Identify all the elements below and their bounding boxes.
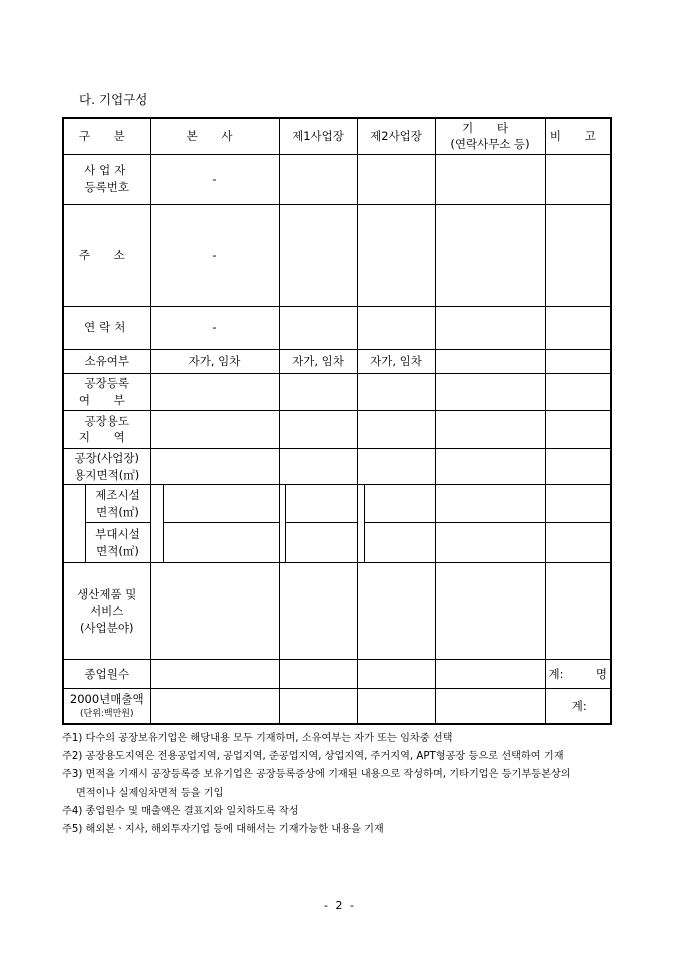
cell-address-hq[interactable]: -	[150, 204, 279, 306]
cell-address-other[interactable]	[435, 204, 545, 306]
label-address: 주 소	[63, 204, 150, 306]
label-sales: 2000년매출액 (단위:백만원)	[63, 689, 150, 724]
label-mfg-area: 제조시설 면적(㎡)	[85, 485, 150, 523]
row-mfg-area	[63, 485, 611, 523]
cell-employees-site2[interactable]	[357, 660, 435, 689]
cell-aux-area-hq[interactable]	[163, 523, 279, 563]
row-products	[63, 563, 611, 660]
cell-address-site2[interactable]	[357, 204, 435, 306]
label-employees: 종업원수	[63, 660, 150, 689]
cell-address-remarks[interactable]	[545, 204, 611, 306]
cell-site-area-site2[interactable]	[357, 448, 435, 484]
cell-biz-reg-hq[interactable]: -	[150, 154, 279, 204]
cell-contact-other[interactable]	[435, 306, 545, 349]
label-products: 생산제품 및 서비스 (사업분야)	[63, 563, 150, 660]
cell-mfg-area-remarks[interactable]	[545, 485, 611, 523]
cell-aux-area-site2[interactable]	[364, 523, 435, 563]
header-category: 구 분	[63, 118, 150, 154]
cell-site-area-other[interactable]	[435, 448, 545, 484]
cell-products-site1[interactable]	[279, 563, 357, 660]
cell-sales-site1[interactable]	[279, 689, 357, 724]
cell-site-area-remarks[interactable]	[545, 448, 611, 484]
cell-ownership-site2[interactable]: 자가, 임차	[357, 349, 435, 373]
label-ownership: 소유여부	[63, 349, 150, 373]
footnotes	[62, 730, 622, 839]
row-employees	[63, 660, 611, 689]
cell-mfg-area-site2[interactable]	[364, 485, 435, 523]
cell-products-site2[interactable]	[357, 563, 435, 660]
cell-address-site1[interactable]	[279, 204, 357, 306]
row-address	[63, 204, 611, 306]
footnote-2: 주2) 공장용도지역은 전용공업지역, 공업지역, 준공업지역, 상업지역, 주거지역, APT형공장 등으로 선택하여 기재	[62, 751, 564, 763]
cell-employees-hq[interactable]	[150, 660, 279, 689]
label-aux-area: 부대시설 면적(㎡)	[85, 523, 150, 563]
cell-factory-reg-site1[interactable]	[279, 373, 357, 410]
cell-employees-other[interactable]	[435, 660, 545, 689]
footnote-3: 주3) 면적을 기재시 공장등록증 보유기업은 공장등록증상에 기재된 내용으로 작성하며, 기타기업은 등기부등본상의	[62, 769, 571, 781]
cell-factory-zone-hq[interactable]	[150, 410, 279, 448]
cell-factory-zone-other[interactable]	[435, 410, 545, 448]
row-factory-reg	[63, 373, 611, 410]
row-sales	[63, 689, 611, 724]
cell-aux-area-other[interactable]	[435, 523, 545, 563]
cell-sales-total[interactable]: 계:	[545, 689, 611, 724]
cell-factory-reg-other[interactable]	[435, 373, 545, 410]
cell-ownership-site1[interactable]: 자가, 임차	[279, 349, 357, 373]
page-number: - 2 -	[324, 899, 356, 912]
row-ownership	[63, 349, 611, 373]
cell-products-other[interactable]	[435, 563, 545, 660]
cell-factory-zone-site2[interactable]	[357, 410, 435, 448]
cell-products-remarks[interactable]	[545, 563, 611, 660]
row-site-area	[63, 448, 611, 484]
footnote-5: 주5) 해외본ㆍ지사, 해외투자기업 등에 대해서는 기재가능한 내용을 기재	[62, 824, 384, 836]
label-factory-zone: 공장용도 지 역	[63, 410, 150, 448]
footnote-4: 주4) 종업원수 및 매출액은 결표지와 일치하도록 작성	[62, 805, 299, 817]
cell-factory-reg-site2[interactable]	[357, 373, 435, 410]
cell-factory-zone-remarks[interactable]	[545, 410, 611, 448]
cell-contact-site2[interactable]	[357, 306, 435, 349]
label-factory-reg: 공장등록 여 부	[63, 373, 150, 410]
label-contact: 연락처	[63, 306, 150, 349]
footnote-3-cont: 면적이나 실제임차면적 등을 기입	[76, 787, 224, 799]
header-hq: 본 사	[150, 118, 279, 154]
cell-factory-reg-remarks[interactable]	[545, 373, 611, 410]
cell-ownership-other[interactable]	[435, 349, 545, 373]
row-contact	[63, 306, 611, 349]
cell-ownership-remarks[interactable]	[545, 349, 611, 373]
cell-sales-other[interactable]	[435, 689, 545, 724]
row-aux-area	[63, 523, 611, 563]
header-row	[63, 118, 611, 154]
cell-sales-site2[interactable]	[357, 689, 435, 724]
cell-contact-remarks[interactable]	[545, 306, 611, 349]
cell-contact-site1[interactable]	[279, 306, 357, 349]
cell-biz-reg-site2[interactable]	[357, 154, 435, 204]
section-title: 다. 기업구성	[79, 92, 148, 107]
cell-employees-site1[interactable]	[279, 660, 357, 689]
cell-factory-zone-site1[interactable]	[279, 410, 357, 448]
cell-site-area-site1[interactable]	[279, 448, 357, 484]
cell-factory-reg-hq[interactable]	[150, 373, 279, 410]
cell-biz-reg-site1[interactable]	[279, 154, 357, 204]
company-structure-table	[62, 117, 612, 725]
cell-site-area-hq[interactable]	[150, 448, 279, 484]
cell-products-hq[interactable]	[150, 563, 279, 660]
cell-sales-hq[interactable]	[150, 689, 279, 724]
footnote-1: 주1) 다수의 공장보유기업은 해당내용 모두 기재하며, 소유여부는 자가 또는 임차중 선택	[62, 733, 453, 744]
cell-mfg-area-hq[interactable]	[163, 485, 279, 523]
cell-aux-area-site1[interactable]	[285, 523, 357, 563]
row-factory-zone	[63, 410, 611, 448]
row-biz-reg	[63, 154, 611, 204]
label-biz-reg: 사업자 등록번호	[63, 154, 150, 204]
header-remarks: 비 고	[545, 118, 611, 154]
cell-biz-reg-other[interactable]	[435, 154, 545, 204]
header-site2: 제2사업장	[357, 118, 435, 154]
cell-biz-reg-remarks[interactable]	[545, 154, 611, 204]
cell-contact-hq[interactable]: -	[150, 306, 279, 349]
header-other: 기 타 (연락사무소 등)	[435, 118, 545, 154]
cell-aux-area-remarks[interactable]	[545, 523, 611, 563]
header-site1: 제1사업장	[279, 118, 357, 154]
cell-mfg-area-site1[interactable]	[285, 485, 357, 523]
cell-employees-total[interactable]: 계: 명	[545, 660, 611, 689]
label-site-area: 공장(사업장) 용지면적(㎡)	[63, 448, 150, 484]
cell-ownership-hq[interactable]: 자가, 임차	[150, 349, 279, 373]
cell-mfg-area-other[interactable]	[435, 485, 545, 523]
